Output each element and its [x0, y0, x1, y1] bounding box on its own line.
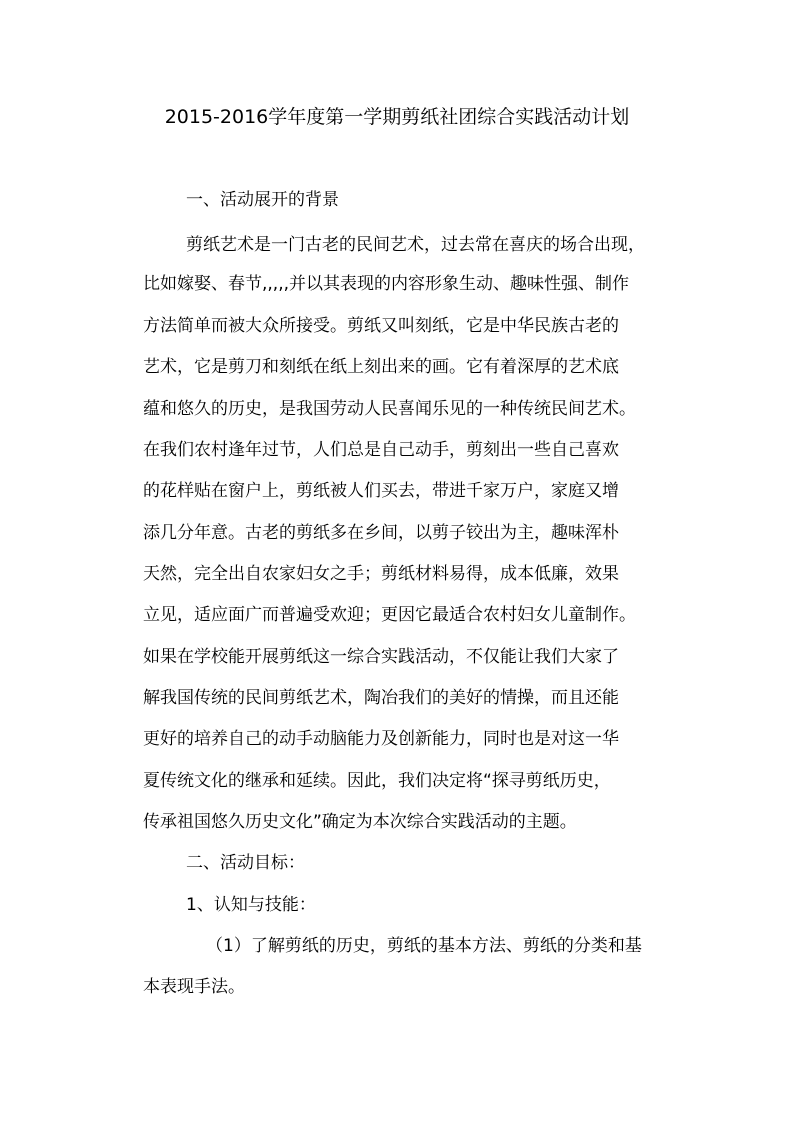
paragraph-line: 添几分年意。古老的剪纸多在乡间，以剪子铰出为主，趣味浑朴	[143, 523, 619, 543]
paragraph-line: 如果在学校能开展剪纸这一综合实践活动，不仅能让我们大家了	[143, 647, 619, 667]
section-heading-background: 一、活动展开的背景	[186, 190, 339, 210]
paragraph-line: 比如嫁娶、春节,,,,,并以其表现的内容形象生动、趣味性强、制作	[143, 274, 630, 294]
paragraph-line: 在我们农村逢年过节，人们总是自己动手，剪刻出一些自己喜欢	[143, 440, 619, 460]
paragraph-line: 天然，完全出自农家妇女之手；剪纸材料易得，成本低廉，效果	[143, 564, 619, 584]
paragraph-line: 更好的培养自己的动手动脑能力及创新能力，同时也是对这一华	[143, 729, 619, 749]
list-item-line: （1）了解剪纸的历史，剪纸的基本方法、剪纸的分类和基	[206, 936, 642, 956]
paragraph-line: 剪纸艺术是一门古老的民间艺术，过去常在喜庆的场合出现，	[186, 235, 645, 255]
list-item-line: 本表现手法。	[143, 977, 245, 997]
section-heading-goals: 二、活动目标：	[186, 853, 305, 873]
subsection-heading: 1、认知与技能：	[186, 895, 316, 915]
paragraph-line: 的花样贴在窗户上，剪纸被人们买去，带进千家万户，家庭又增	[143, 481, 619, 501]
paragraph-line: 传承祖国悠久历史文化”确定为本次综合实践活动的主题。	[143, 812, 577, 832]
paragraph-line: 方法简单而被大众所接受。剪纸又叫刻纸，它是中华民族古老的	[143, 316, 619, 336]
paragraph-line: 解我国传统的民间剪纸艺术，陶冶我们的美好的情操，而且还能	[143, 688, 619, 708]
paragraph-line: 夏传统文化的继承和延续。因此，我们决定将“探寻剪纸历史，	[143, 771, 611, 791]
paragraph-line: 蕴和悠久的历史，是我国劳动人民喜闻乐见的一种传统民间艺术。	[143, 399, 636, 419]
paragraph-line: 立见，适应面广而普遍受欢迎；更因它最适合农村妇女儿童制作。	[143, 605, 636, 625]
paragraph-line: 艺术，它是剪刀和刻纸在纸上刻出来的画。它有着深厚的艺术底	[143, 357, 619, 377]
document-title: 2015-2016学年度第一学期剪纸社团综合实践活动计划	[164, 106, 630, 128]
